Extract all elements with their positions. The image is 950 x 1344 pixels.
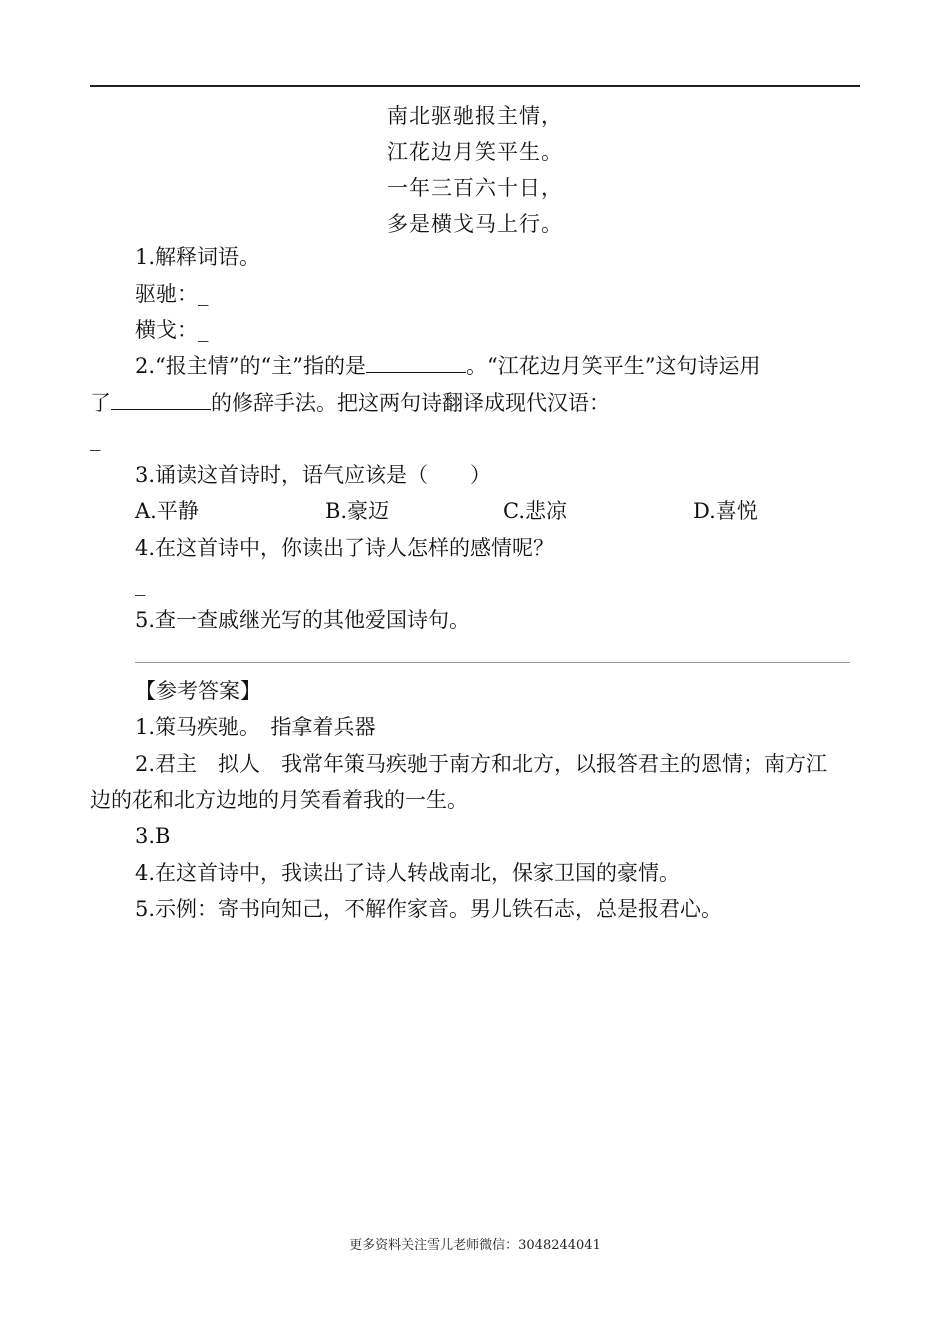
question-4: 4.在这首诗中，你读出了诗人怎样的感情呢？: [135, 536, 555, 560]
top-divider: [90, 85, 860, 87]
question-2-text-3: 了: [90, 391, 111, 415]
option-a: A.平静: [135, 499, 199, 523]
answer-blank-2[interactable]: [111, 391, 211, 410]
footer-note: 更多资料关注雪儿老师微信：3048244041: [349, 1238, 601, 1253]
poem: [0, 98, 950, 242]
question-1-term-b: 横戈：_: [135, 318, 209, 342]
question-1-term-a: 驱驰：_: [135, 282, 209, 306]
answer-blank-1[interactable]: [366, 354, 466, 373]
poem-line-2: 江花边月笑平生。: [387, 140, 563, 164]
answer-2-line-2: 边的花和北方边地的月笑看着我的一生。: [90, 788, 468, 812]
answer-3: 3.B: [135, 824, 171, 848]
poem-line-1: 南北驱驰报主情，: [387, 104, 563, 128]
question-1: 1.解释词语。: [135, 245, 261, 269]
option-d: D.喜悦: [693, 499, 758, 523]
question-2-text-2: 。“江花边月笑平生”这句诗运用: [465, 354, 761, 378]
answer-2-line-1: 2.君主 拟人 我常年策马疾驰于南方和北方，以报答君主的恩情；南方江: [135, 752, 828, 776]
question-2-line-2: [90, 389, 610, 417]
poem-line-3: 一年三百六十日，: [387, 176, 563, 200]
question-3: 3.诵读这首诗时，语气应该是（ ）: [135, 463, 492, 487]
answer-1: 1.策马疾驰。 指拿着兵器: [135, 715, 376, 739]
question-2-answer-line: _: [90, 427, 101, 451]
option-b: B.豪迈: [325, 499, 390, 523]
question-4-answer-line: _: [135, 572, 146, 596]
question-2-text-4: 的修辞手法。把这两句诗翻译成现代汉语：: [211, 391, 610, 415]
answers-heading: 【参考答案】: [135, 679, 261, 703]
answer-4: 4.在这首诗中，我读出了诗人转战南北，保家卫国的豪情。: [135, 861, 681, 885]
question-2-text-1: 2.“报主情”的“主”指的是: [135, 354, 366, 378]
poem-line-4: 多是横戈马上行。: [387, 212, 563, 236]
question-2-line-1: [135, 352, 760, 380]
section-divider: [135, 662, 850, 663]
question-5: 5.查一查戚继光写的其他爱国诗句。: [135, 608, 471, 632]
answer-5: 5.示例：寄书向知己，不解作家音。男儿铁石志，总是报君心。: [135, 897, 723, 921]
option-c: C.悲凉: [503, 499, 567, 523]
